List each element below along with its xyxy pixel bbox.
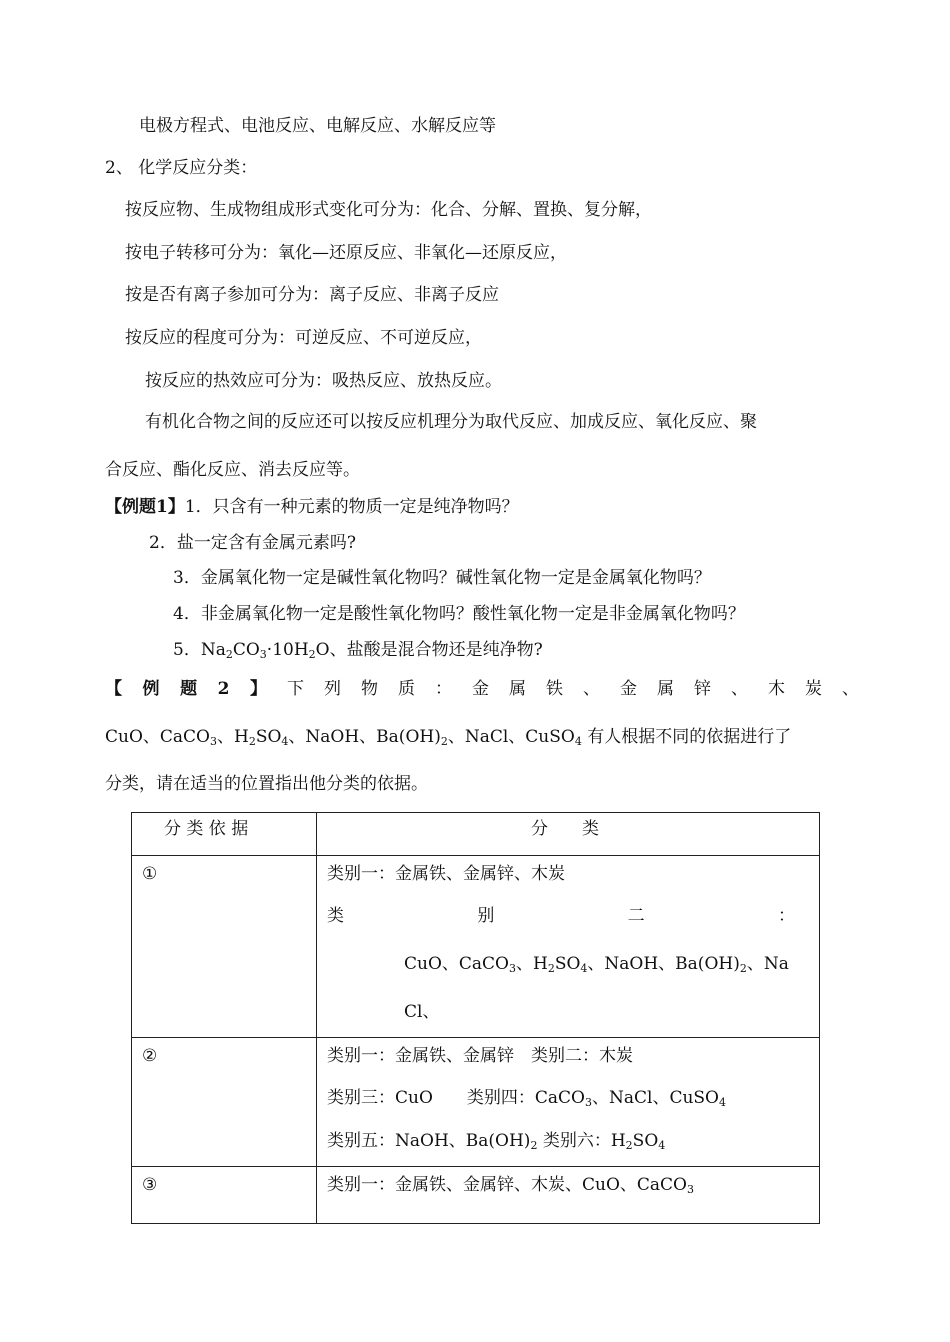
example2-formula-line [105,725,791,749]
subscript: 3 [259,648,267,661]
subscript: 3 [584,1096,592,1109]
class-line: 类别一：金属铁、金属锌、木炭 [327,864,565,884]
subscript: 2 [547,962,555,975]
subscript: 4 [281,735,289,748]
example1-question-4: 4．非金属氧化物一定是酸性氧化物吗？酸性氧化物一定是非金属氧化物吗？ [173,604,745,624]
basis-cell [132,856,317,1038]
text-line: 按反应的热效应可分为：吸热反应、放热反应。 [145,371,502,391]
subscript: 2 [625,1139,633,1152]
subscript: 3 [508,962,516,975]
section-heading: 2、 化学反应分类： [105,158,258,178]
text-line: 按是否有离子参加可分为：离子反应、非离子反应 [125,285,499,305]
basis-cell [132,1038,317,1167]
formula-part: 、NaOH、Ba(OH) [587,954,740,974]
formula-part: Na [200,640,226,660]
subscript: 2 [248,735,256,748]
example1-question-1: 1．只含有一种元素的物质一定是纯净物吗？ [184,497,519,517]
text-line: 按反应物、生成物组成形式变化可分为：化合、分解、置换、复分解， [125,200,652,220]
subscript: 2 [308,648,316,661]
subscript: 2 [530,1139,538,1152]
example2-intro: 下列物质：金属铁、金属锌、木炭、 [287,679,859,699]
header-cell-class [317,813,820,856]
example2-label: 【例题2】 [105,679,267,699]
formula-part: 类别三：CuO 类别四：CaCO [327,1088,585,1108]
formula-part: SO [255,727,282,747]
formula-part: SO [632,1131,659,1151]
table-row [132,856,820,1038]
text-line: 按电子转移可分为：氧化—还原反应、非氧化—还原反应， [125,243,567,263]
subscript: 4 [658,1139,666,1152]
formula-part: 、NaCl、CuSO [591,1088,719,1108]
formula-part: 、H [515,954,548,974]
text-line: 电极方程式、电池反应、电解反应、水解反应等 [139,116,496,136]
formula-part: CO [232,640,260,660]
formula-part: CuO、CaCO [404,954,509,974]
formula-part: 、H [216,727,249,747]
subscript: 2 [225,648,233,661]
classification-table [131,812,820,1224]
table-row [132,1167,820,1224]
example2-line-3: 分类，请在适当的位置指出他分类的依据。 [105,774,428,794]
basis-cell [132,1167,317,1224]
row-number: ② [142,1046,158,1066]
formula-part: 、NaOH、Ba(OH) [288,727,441,747]
header-class: 分 类 [531,819,599,839]
example1-question-2: 2．盐一定含有金属元素吗? [149,533,356,553]
class-line: 类别二： [327,906,795,926]
class-cell [317,1038,820,1167]
text-line: 按反应的程度可分为：可逆反应、不可逆反应， [125,328,482,348]
row-number: ③ [142,1175,158,1195]
formula-part: 类别一：金属铁、金属锌、木炭、CuO、CaCO [327,1175,687,1195]
text-line: 有机化合物之间的反应还可以按反应机理分为取代反应、加成反应、氧化反应、聚 [145,412,757,432]
class-formula-line [327,1173,694,1197]
class-cell [317,1167,820,1224]
class-line: 类别一：金属铁、金属锌 类别二：木炭 [327,1046,633,1066]
subscript: 3 [209,735,217,748]
example1-question-3: 3．金属氧化物一定是碱性氧化物吗？碱性氧化物一定是金属氧化物吗？ [173,568,711,588]
formula-part: SO [554,954,581,974]
subscript: 4 [718,1096,726,1109]
subscript: 2 [440,735,448,748]
example2-intro-wrap [287,677,859,701]
formula-part: ·10H [266,640,309,660]
header-basis: 分 类 依 据 [164,819,249,839]
text-part: 有人根据不同的依据进行了 [581,727,792,747]
example1-line [105,495,519,519]
example1-question-5 [173,638,543,662]
example1-label: 【例题1】 [105,497,185,517]
formula-part: 、NaCl、CuSO [447,727,575,747]
text-line: 合反应、酯化反应、消去反应等。 [105,460,360,480]
question-text: O、盐酸是混合物还是纯净物? [315,640,543,660]
question-number: 5． [173,640,201,660]
class-formula-line [327,1129,665,1153]
subscript: 4 [574,735,582,748]
class-formula-line [404,952,789,976]
formula-part: 类别六：H [537,1131,626,1151]
table-header-row [132,813,820,856]
subscript: 3 [686,1183,694,1196]
formula-part: 类别五：NaOH、Ba(OH) [327,1131,531,1151]
formula-part: CuO、CaCO [105,727,210,747]
class-cell [317,856,820,1038]
class-line-wrap [327,904,795,928]
subscript: 4 [580,962,588,975]
example2-label-wrap [105,677,267,701]
class-line: Cl、 [404,1002,440,1022]
subscript: 2 [739,962,747,975]
formula-part: 、Na [746,954,789,974]
table-row [132,1038,820,1167]
row-number: ① [142,864,158,884]
header-cell-basis [132,813,317,856]
class-formula-line [327,1086,726,1110]
